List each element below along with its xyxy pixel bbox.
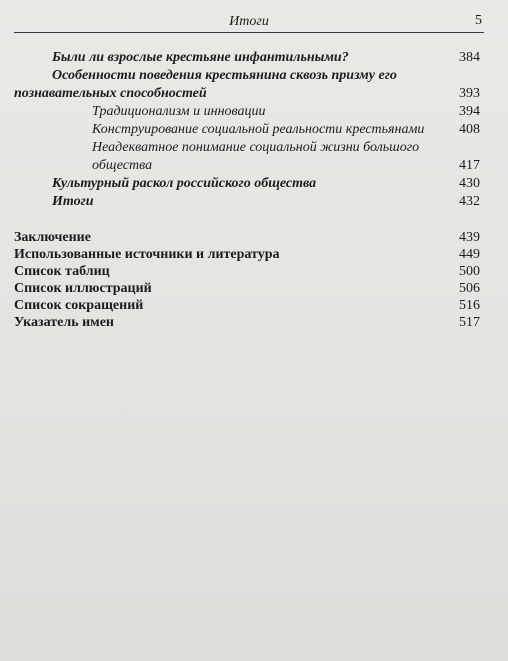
toc-entry-page: 439: [459, 230, 480, 245]
toc-chapter: [14, 280, 480, 297]
toc-subentry-continuation: [14, 157, 480, 174]
toc-entry: [14, 175, 480, 192]
toc-entry-page: 393: [459, 86, 480, 101]
toc-entry-title: Неадекватное понимание социальной жизни большого: [92, 140, 420, 155]
toc-entry: [14, 67, 480, 84]
toc-entry-page: 384: [459, 50, 480, 65]
toc-entry-title: Были ли взрослые крестьяне инфантильными?: [52, 50, 349, 65]
toc-entry-title: Заключение: [14, 230, 91, 245]
toc-chapter: [14, 263, 480, 280]
toc-entry-title: Список таблиц: [14, 264, 110, 279]
toc-entry-title: Особенности поведения крестьянина сквозь призму его: [52, 68, 397, 83]
toc-entry-title: общества: [92, 158, 153, 173]
toc-entry-page: 500: [459, 264, 480, 279]
toc-entry-page: 417: [459, 158, 480, 173]
toc-entry-title: Итоги: [52, 194, 94, 209]
page-number: 5: [475, 13, 482, 28]
toc-entry-page: 449: [459, 247, 480, 262]
toc-subentry: [14, 103, 480, 120]
toc-entry-title: Традиционализм и инновации: [92, 104, 266, 119]
toc-entry-title: Использованные источники и литература: [14, 247, 280, 262]
toc-entry-page: 517: [459, 315, 480, 330]
toc-entry-page: 430: [459, 176, 480, 191]
toc-subentry: [14, 121, 480, 138]
toc-entry-page: 408: [459, 122, 480, 137]
toc-entry: [14, 49, 480, 66]
toc-entry-title: Указатель имен: [14, 315, 114, 330]
toc-entry-continuation: [14, 85, 480, 102]
running-header: [14, 10, 484, 33]
toc-entry-page: 432: [459, 194, 480, 209]
toc-entry-title: Конструирование социальной реальности крестьянами: [92, 122, 425, 137]
toc-subentry: [14, 139, 480, 156]
toc-chapter: [14, 297, 480, 314]
running-header-title: Итоги: [229, 14, 269, 29]
toc-entry-page: 516: [459, 298, 480, 313]
toc-entry-title: Культурный раскол российского общества: [52, 176, 317, 191]
toc-chapter: [14, 229, 480, 246]
toc-entry: [14, 193, 480, 210]
toc-entry-title: Список сокращений: [14, 298, 144, 313]
toc-entry-page: 506: [459, 281, 480, 296]
toc-entry-title: познавательных способностей: [14, 86, 207, 101]
toc-chapter: [14, 246, 480, 263]
toc-entry-page: 394: [459, 104, 480, 119]
toc-entry-title: Список иллюстраций: [14, 281, 152, 296]
toc-chapter: [14, 314, 480, 331]
